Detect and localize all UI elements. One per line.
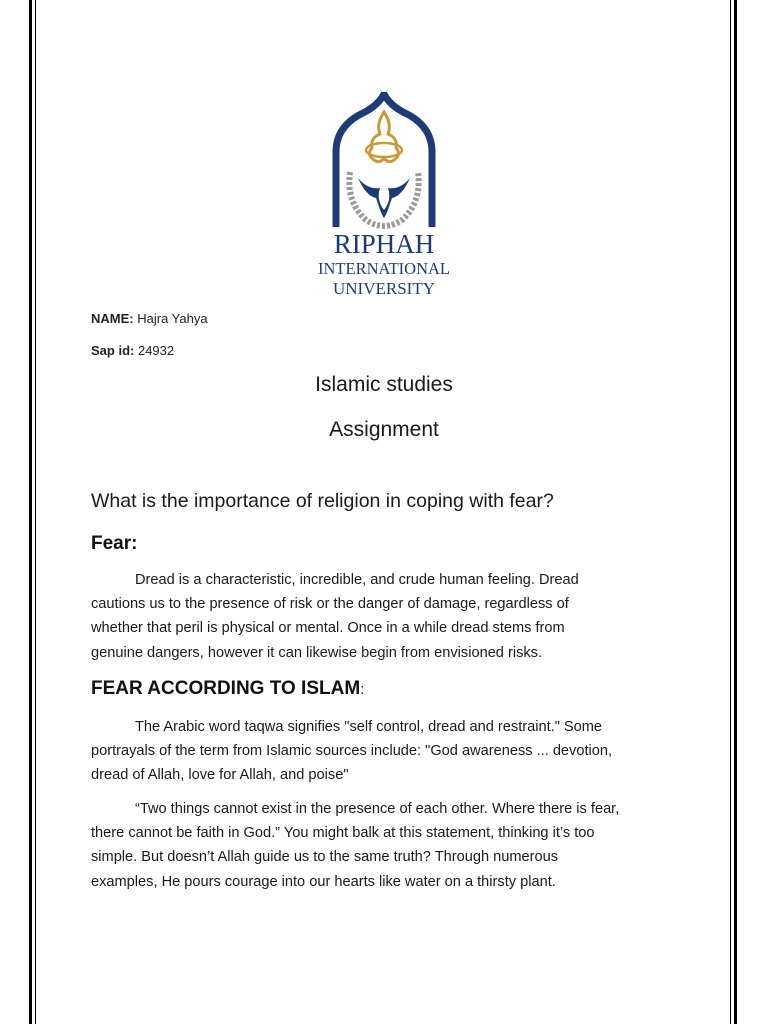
student-name-value: Hajra Yahya [137, 311, 208, 326]
student-name-label: NAME: [91, 311, 134, 326]
sap-id-label: Sap id: [91, 343, 135, 358]
sap-id-value: 24932 [137, 343, 175, 358]
logo-name-line3: UNIVERSITY [333, 279, 435, 298]
logo-name-line2: INTERNATIONAL [318, 259, 450, 278]
student-name [91, 311, 208, 326]
taqwa-line: portrayals of the term from Islamic sources include: "God awareness ... devotion, [91, 743, 613, 760]
fear-heading: Fear: [91, 533, 138, 554]
knot-motif [369, 112, 398, 162]
fear-line: genuine dangers, however it can likewise begin from envisioned risks. [91, 644, 543, 661]
page-border-right-outer [734, 0, 737, 1024]
logo-name-line1: RIPHAH [333, 229, 435, 259]
course-title: Islamic studies [315, 373, 453, 396]
islam-heading [91, 678, 364, 700]
fear-line: Dread is a characteristic, incredible, and crude human feeling. Dread [135, 572, 579, 588]
page-border-left-inner [35, 0, 36, 1024]
islam-heading-text: FEAR ACCORDING TO ISLAM [91, 678, 361, 699]
assignment-title: Assignment [329, 418, 439, 441]
logo-emblem-icon [306, 92, 466, 302]
page-border-left-outer [29, 0, 32, 1024]
student-sap-id [91, 343, 174, 358]
faith-line: “Two things cannot exist in the presence of each other. Where there is fear, [135, 801, 620, 817]
page-border-right-inner [730, 0, 731, 1024]
university-logo [306, 92, 466, 302]
islam-heading-colon: : [360, 681, 365, 698]
hands-motif [358, 178, 410, 218]
taqwa-line: dread of Allah, love for Allah, and poise" [91, 767, 349, 784]
assignment-question: What is the importance of religion in coping with fear? [91, 490, 554, 512]
taqwa-line: The Arabic word taqwa signifies "self control, dread and restraint." Some [135, 719, 603, 735]
faith-line: examples, He pours courage into our hearts like water on a thirsty plant. [91, 873, 556, 890]
faith-paragraph [91, 797, 691, 894]
faith-line: there cannot be faith in God.” You might balk at this statement, thinking it’s too [91, 825, 595, 842]
fear-paragraph [91, 568, 691, 665]
fear-line: whether that peril is physical or mental. Once in a while dread stems from [91, 620, 565, 637]
fear-line: cautions us to the presence of risk or the danger of damage, regardless of [91, 596, 569, 613]
taqwa-paragraph [91, 715, 691, 788]
faith-line: simple. But doesn’t Allah guide us to the same truth? Through numerous [91, 849, 559, 866]
